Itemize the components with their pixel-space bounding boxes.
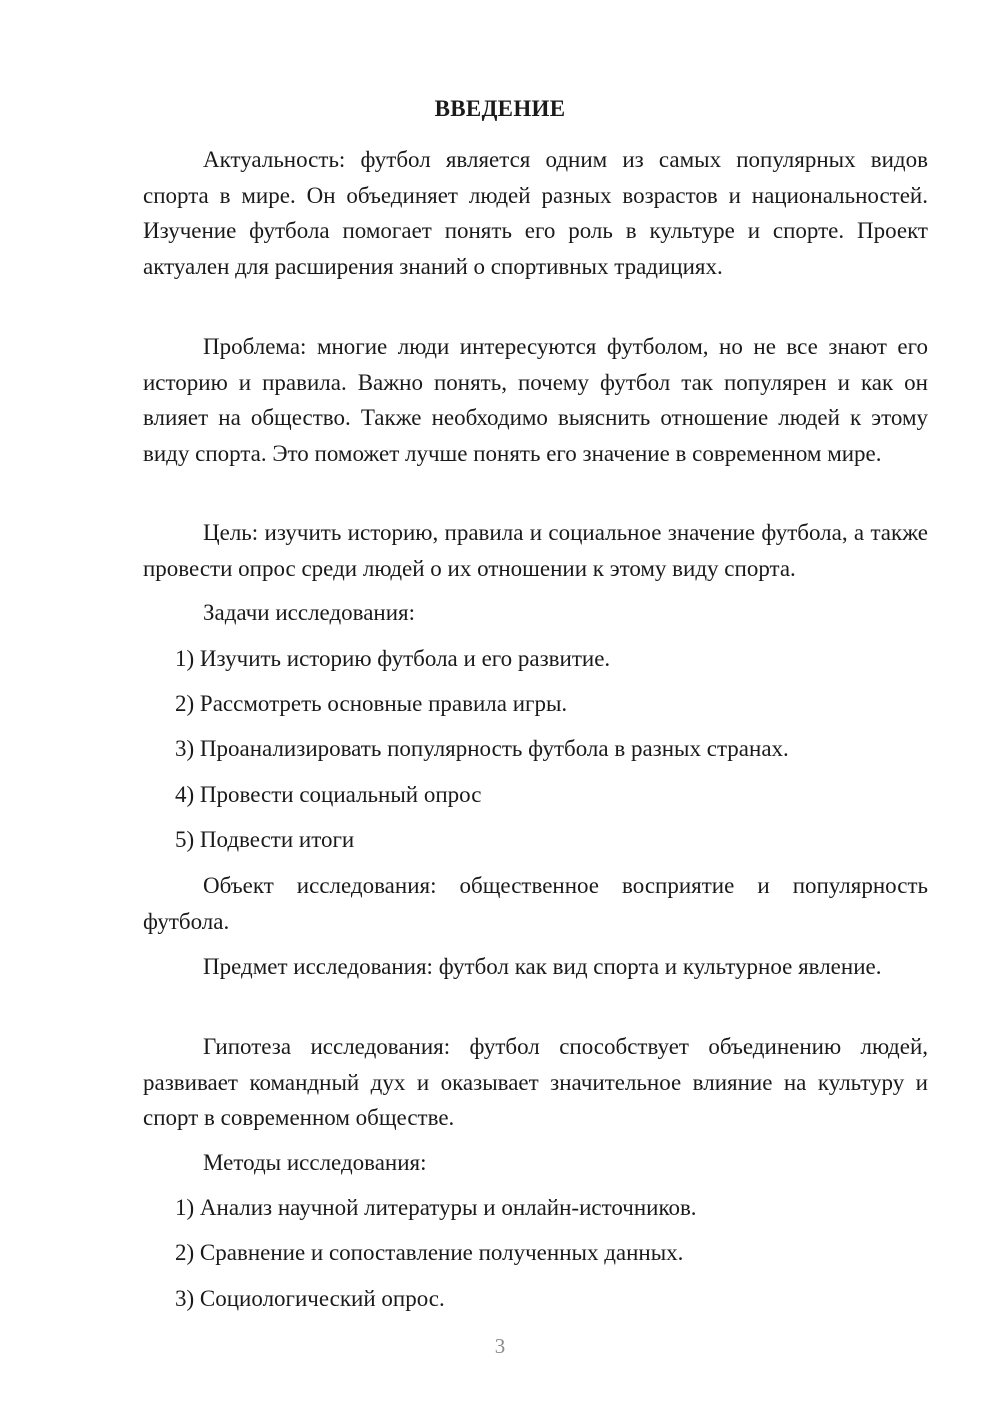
paragraph-object: Объект исследования: общественное восприятие и популярность футбола.	[143, 873, 928, 934]
method-item-2: 2) Сравнение и сопоставление полученных данных.	[175, 1240, 684, 1265]
method-item-3: 3) Социологический опрос.	[175, 1286, 445, 1311]
task-item-4: 4) Провести социальный опрос	[175, 782, 482, 807]
tasks-heading: Задачи исследования:	[203, 600, 416, 625]
paragraph-relevance: Актуальность: футбол является одним из самых популярных видов спорта в мире. Он объединяет людей разных возрастов и национальностей. Изучение футбола помогает понять его роль в культуре и спорте. Проект актуален для расширения знаний о спортивных традициях.	[143, 147, 928, 279]
task-item-5: 5) Подвести итоги	[175, 827, 355, 852]
page-number: 3	[494, 1334, 506, 1358]
task-item-2: 2) Рассмотреть основные правила игры.	[175, 691, 568, 716]
task-item-3: 3) Проанализировать популярность футбола в разных странах.	[175, 736, 789, 761]
task-item-1: 1) Изучить историю футбола и его развитие.	[175, 646, 611, 671]
page-title: ВВЕДЕНИЕ	[434, 96, 566, 121]
paragraph-problem: Проблема: многие люди интересуются футболом, но не все знают его историю и правила. Важно понять, почему футбол так популярен и как он влияет на общество. Также необходимо выяснить отношение людей к этому виду спорта. Это поможет лучше понять его значение в современном мире.	[143, 334, 928, 466]
methods-heading: Методы исследования:	[203, 1150, 427, 1175]
method-item-1: 1) Анализ научной литературы и онлайн-источников.	[175, 1195, 697, 1220]
paragraph-hypothesis: Гипотеза исследования: футбол способствует объединению людей, развивает командный дух и оказывает значительное влияние на культуру и спорт в современном обществе.	[143, 1034, 928, 1130]
paragraph-subject: Предмет исследования: футбол как вид спорта и культурное явление.	[203, 954, 882, 979]
paragraph-goal: Цель: изучить историю, правила и социальное значение футбола, а также провести опрос среди людей о их отношении к этому виду спорта.	[143, 520, 928, 581]
